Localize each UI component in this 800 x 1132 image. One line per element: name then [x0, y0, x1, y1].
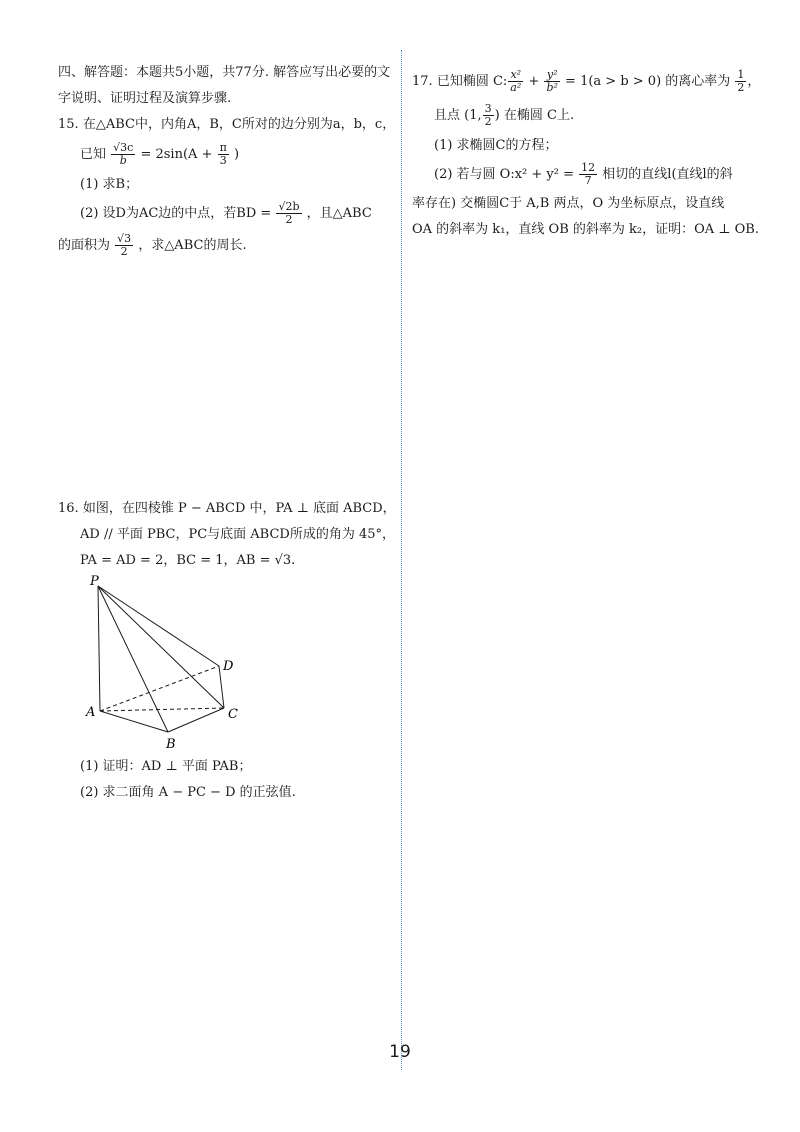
- q15-area-fraction: $\frac{√3}{2}$: [117, 232, 132, 258]
- q17-part2: (2) 若与圆 O:x² + y² = $\frac{12}{7}$ 相切的直线l(直线l的斜: [434, 161, 733, 187]
- q15-given: 已知 $\frac{√3c}{b}$ = 2sin(A + $\frac{\pi}{3}$ ): [80, 141, 240, 167]
- q15-number: 15.: [58, 117, 79, 132]
- q17-number: 17.: [412, 74, 433, 89]
- q17-line1: 17. 已知椭圆 C: $\frac{\text{x²}}{\text{a²}}$ + $\frac{\text{y²}}{\text{b²}}$ = 1(a > b > 0) 的离心率为 $\frac{1}{2}$ ，: [412, 68, 761, 94]
- q17-part2-line2: 率存在) 交椭圆C于 A,B 两点，O 为坐标原点，设直线: [412, 196, 725, 211]
- q16-line2: AD // 平面 PBC，PC与底面 ABCD所成的角为 45°，: [80, 527, 396, 542]
- label-P: P: [90, 574, 99, 589]
- right-column: [412, 65, 761, 243]
- label-B: B: [166, 737, 176, 752]
- label-A: A: [86, 705, 96, 720]
- q16-line1: 16. 如图，在四棱锥 P − ABCD 中，PA ⊥ 底面 ABCD，: [58, 501, 396, 516]
- q15-line1: [58, 112, 396, 138]
- label-D: D: [223, 659, 234, 674]
- q17-part1: (1) 求椭圆C的方程；: [434, 138, 558, 153]
- column-divider: [401, 50, 402, 1070]
- q15-part2: (2) 设D为AC边的中点，若BD = $\frac{√2b}{2}$ ，且△ABC: [80, 200, 372, 226]
- page-number: 19: [389, 1042, 411, 1062]
- q17-y-fraction: $\frac{\text{y²}}{\text{b²}}$: [546, 68, 558, 94]
- q16-part1: (1) 证明：AD ⊥ 平面 PAB；: [80, 759, 252, 774]
- left-column: [58, 60, 396, 806]
- q15-part2-cont: 的面积为 $\frac{√3}{2}$ ，求△ABC的周长.: [58, 232, 247, 258]
- q17-point-fraction: $\frac{3}{2}$: [484, 102, 492, 128]
- q15-fraction: $\frac{√3c}{b}$: [113, 141, 134, 167]
- q17-x-fraction: $\frac{\text{x²}}{\text{a²}}$: [510, 68, 522, 94]
- q16-part2: (2) 求二面角 A − PC − D 的正弦值.: [80, 785, 296, 800]
- q15-text: 在△ABC中，内角A，B，C所对的边分别为a，b，c，: [82, 117, 396, 132]
- q16-line3: PA = AD = 2，BC = 1，AB = √3.: [80, 553, 296, 568]
- pyramid-figure: [80, 574, 280, 754]
- q17-e-fraction: $\frac{1}{2}$: [737, 68, 745, 94]
- q17-line2: 且点 (1, $\frac{3}{2}$ ) 在椭圆 C上.: [434, 102, 575, 128]
- section-heading-cont: 字说明、证明过程及演算步骤.: [58, 91, 232, 106]
- q15-bd-fraction: $\frac{√2b}{2}$: [278, 200, 300, 226]
- q16-number: 16.: [58, 501, 79, 516]
- section-heading: 四、解答题：本题共5小题，共77分. 解答应写出必要的文: [58, 65, 391, 80]
- q17-part2-line3: OA 的斜率为 k₁，直线 OB 的斜率为 k₂，证明：OA ⊥ OB.: [412, 222, 759, 237]
- q15-part1: (1) 求B；: [80, 177, 139, 192]
- label-C: C: [228, 707, 238, 722]
- q15-pi-fraction: $\frac{\pi}{3}$: [219, 141, 227, 167]
- q17-radius-fraction: $\frac{12}{7}$: [581, 161, 596, 187]
